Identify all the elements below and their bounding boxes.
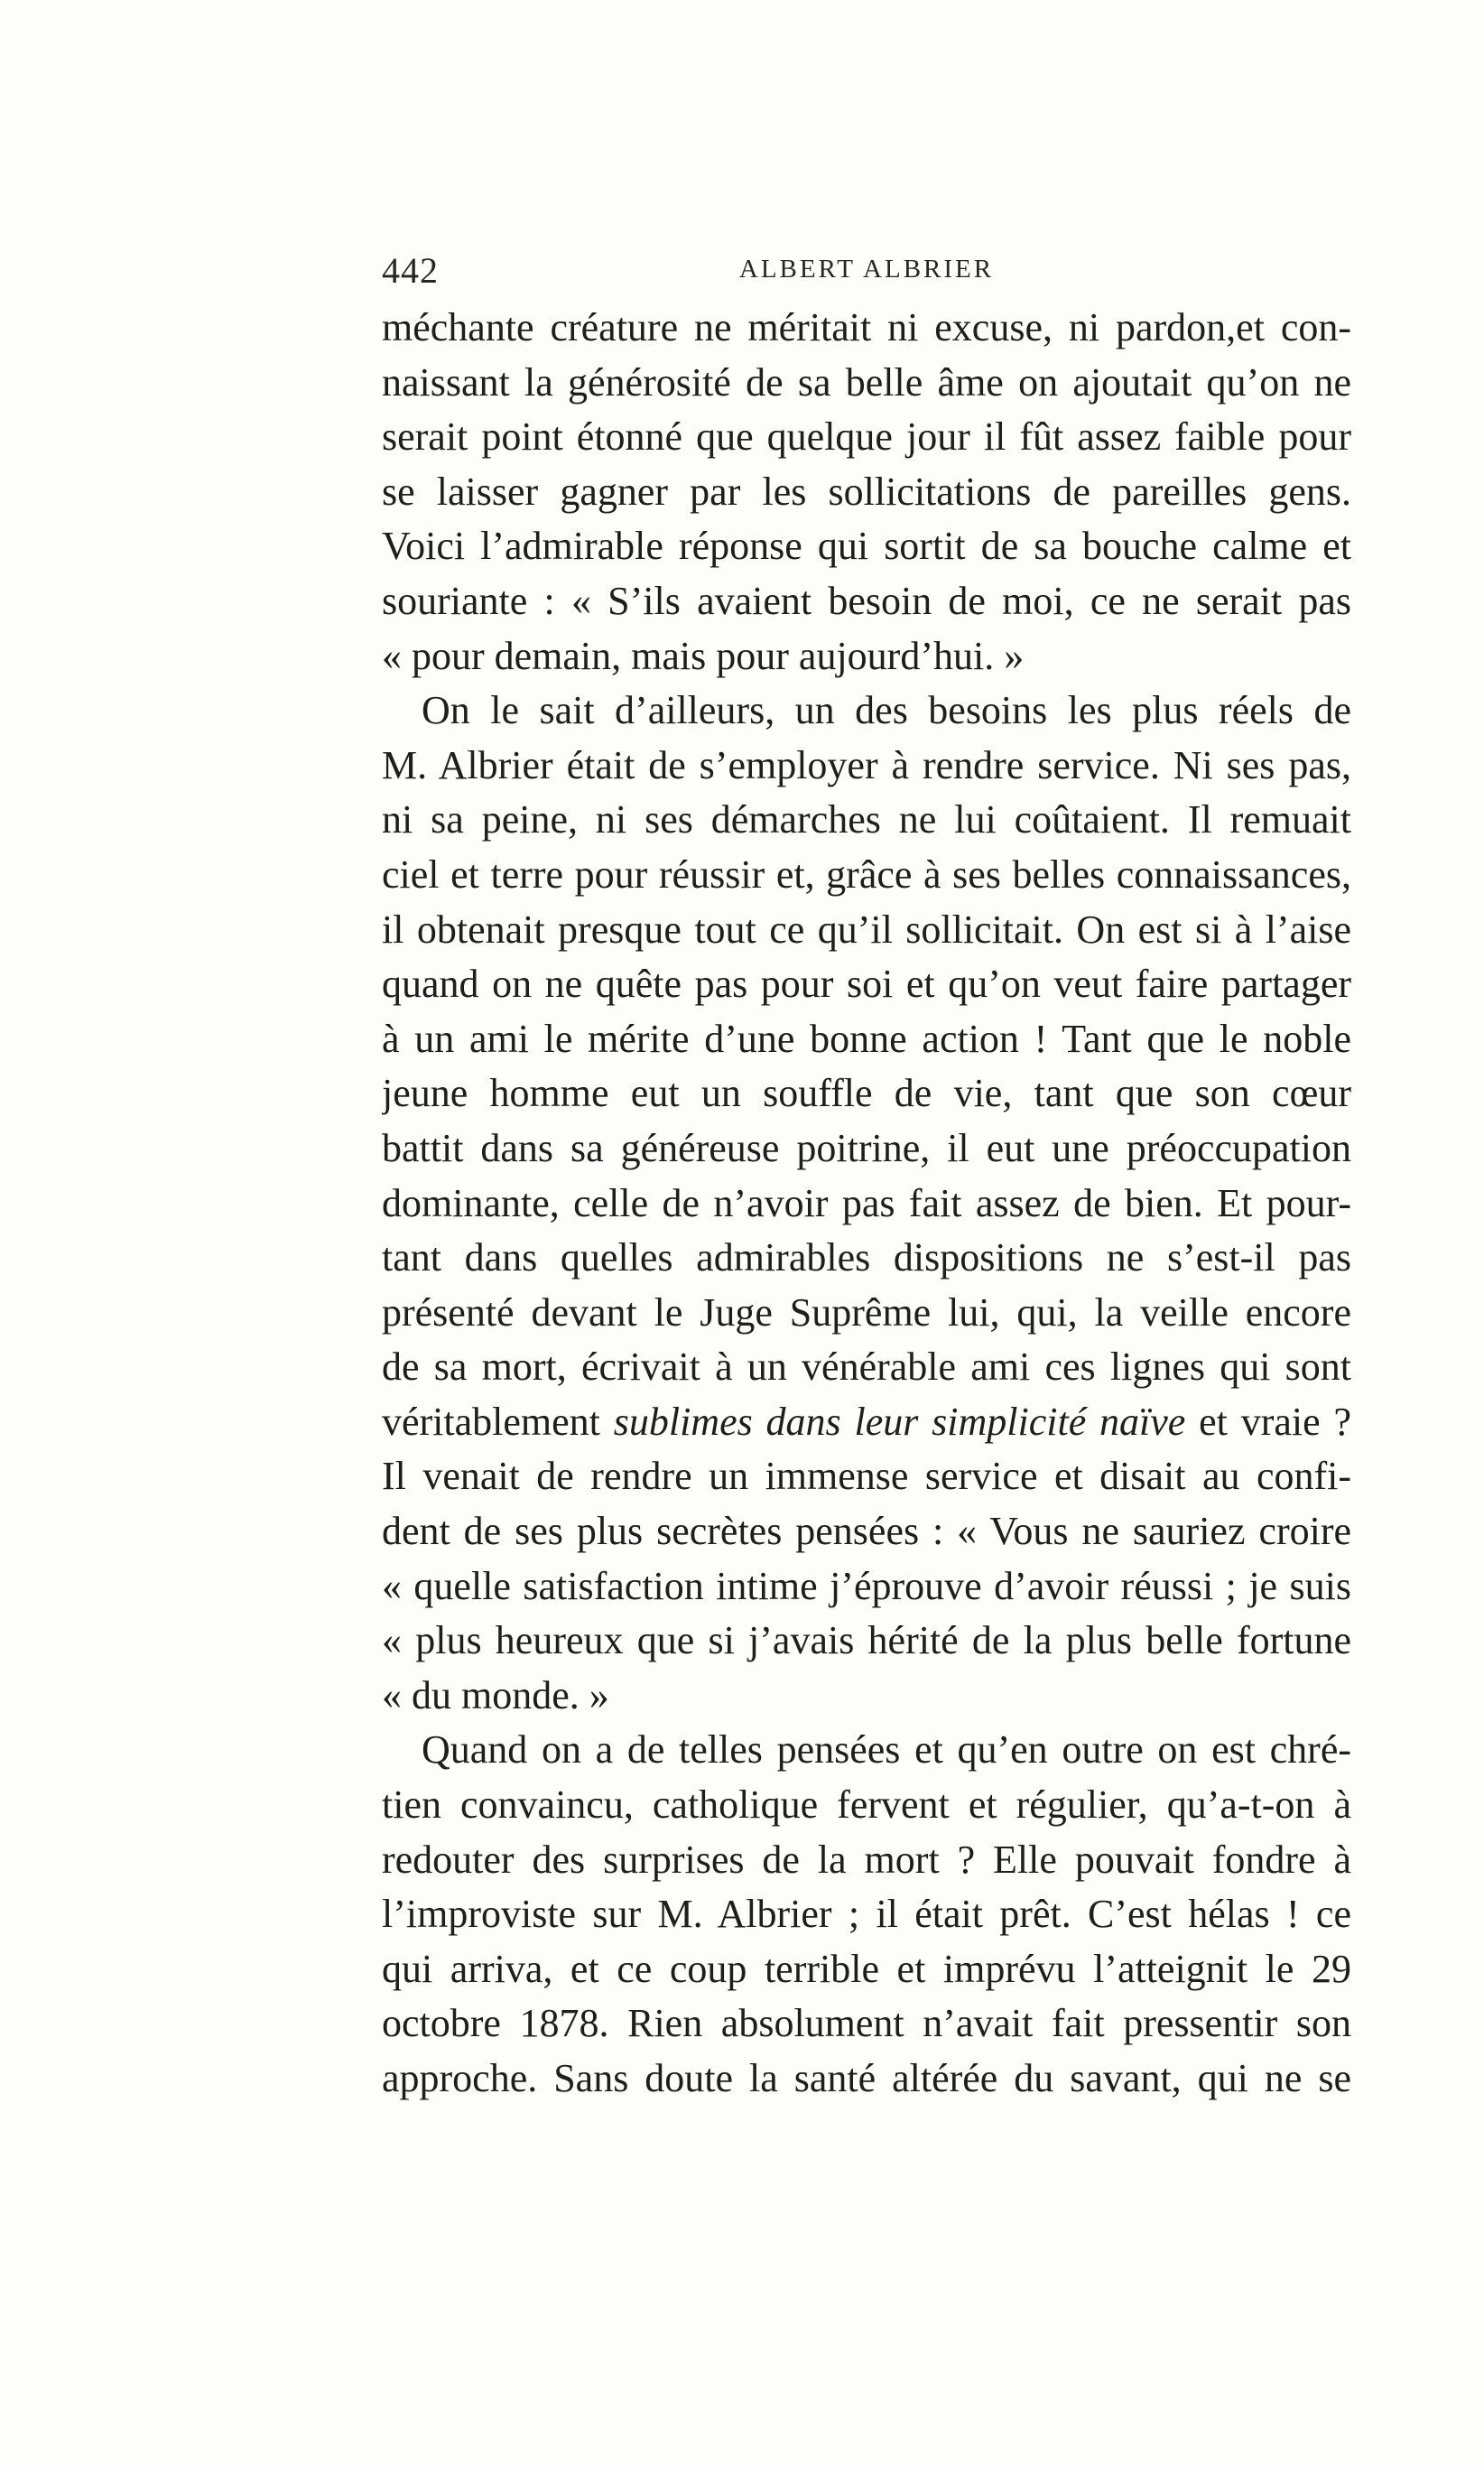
text-line: souriante : « S’ils avaient besoin de moi, ce ne serait pas <box>382 578 1351 623</box>
text-line-mixed <box>382 1395 1351 1450</box>
text-line: ciel et terre pour réussir et, grâce à ses belles connaissances, <box>382 851 1351 897</box>
text-line: « du monde. » <box>382 1672 609 1717</box>
running-title: ALBERT ALBRIER <box>738 255 995 284</box>
text-line: à un ami le mérite d’une bonne action ! Tant que le noble <box>382 1016 1351 1061</box>
text-line: ni sa peine, ni ses démarches ne lui coûtaient. Il remuait <box>382 797 1351 842</box>
text-line: se laisser gagner par les sollicitations de pareilles gens. <box>382 469 1351 514</box>
text-segment: et vraie ? <box>1199 1399 1351 1444</box>
text-line: octobre 1878. Rien absolument n’avait fait pressentir son <box>382 2001 1351 2046</box>
italic-text-segment: sublimes dans leur simplicité naïve <box>613 1399 1186 1444</box>
text-line: tant dans quelles admirables dispositions ne s’est-il pas <box>382 1235 1351 1280</box>
text-line: M. Albrier était de s’employer à rendre service. Ni ses pas, <box>382 742 1351 787</box>
text-line: Quand on a de telles pensées et qu’en outre on est chré- <box>422 1727 1351 1773</box>
text-line: tien convaincu, catholique fervent et régulier, qu’a-t-on à <box>382 1782 1351 1828</box>
text-line: l’improviste sur M. Albrier ; il était prêt. C’est hélas ! ce <box>382 1892 1351 1937</box>
text-line: de sa mort, écrivait à un vénérable ami ces lignes qui sont <box>382 1345 1351 1390</box>
text-line: On le sait d’ailleurs, un des besoins les plus réels de <box>422 688 1351 733</box>
text-line: approche. Sans doute la santé altérée du savant, qui ne se <box>382 2056 1351 2100</box>
text-line: battit dans sa généreuse poitrine, il eut une préoccupation <box>382 1125 1351 1170</box>
text-line: « quelle satisfaction intime j’éprouve d’avoir réussi ; je suis <box>382 1563 1351 1608</box>
running-head <box>382 249 1351 303</box>
text-line: redouter des surprises de la mort ? Elle pouvait fondre à <box>382 1837 1351 1882</box>
text-line: Il venait de rendre un immense service et disait au confi- <box>382 1454 1351 1499</box>
body-text <box>382 301 1351 2107</box>
text-line: il obtenait presque tout ce qu’il sollicitait. On est si à l’aise <box>382 907 1351 952</box>
text-line: qui arriva, et ce coup terrible et imprévu l’atteignit le 29 <box>382 1946 1351 1991</box>
text-line: dominante, celle de n’avoir pas fait assez de bien. Et pour- <box>382 1180 1351 1225</box>
text-segment: véritablement <box>382 1399 600 1444</box>
text-line: naissant la générosité de sa belle âme on ajoutait qu’on ne <box>382 359 1351 405</box>
text-line: serait point étonné que quelque jour il fût assez faible pour <box>382 414 1351 460</box>
page-number: 442 <box>382 250 439 291</box>
text-line: méchante créature ne méritait ni excuse, ni pardon,et con- <box>382 305 1351 349</box>
text-line: quand on ne quête pas pour soi et qu’on veut faire partager <box>382 962 1351 1007</box>
text-line: Voici l’admirable réponse qui sortit de sa bouche calme et <box>382 524 1351 569</box>
text-line: jeune homme eut un souffle de vie, tant que son cœur <box>382 1071 1351 1116</box>
text-line: dent de ses plus secrètes pensées : « Vous ne sauriez croire <box>382 1509 1351 1554</box>
text-line: « pour demain, mais pour aujourd’hui. » <box>382 633 1025 678</box>
text-line: « plus heureux que si j’avais hérité de la plus belle fortune <box>382 1618 1351 1663</box>
text-line: présenté devant le Juge Suprême lui, qui, la veille encore <box>382 1289 1351 1335</box>
